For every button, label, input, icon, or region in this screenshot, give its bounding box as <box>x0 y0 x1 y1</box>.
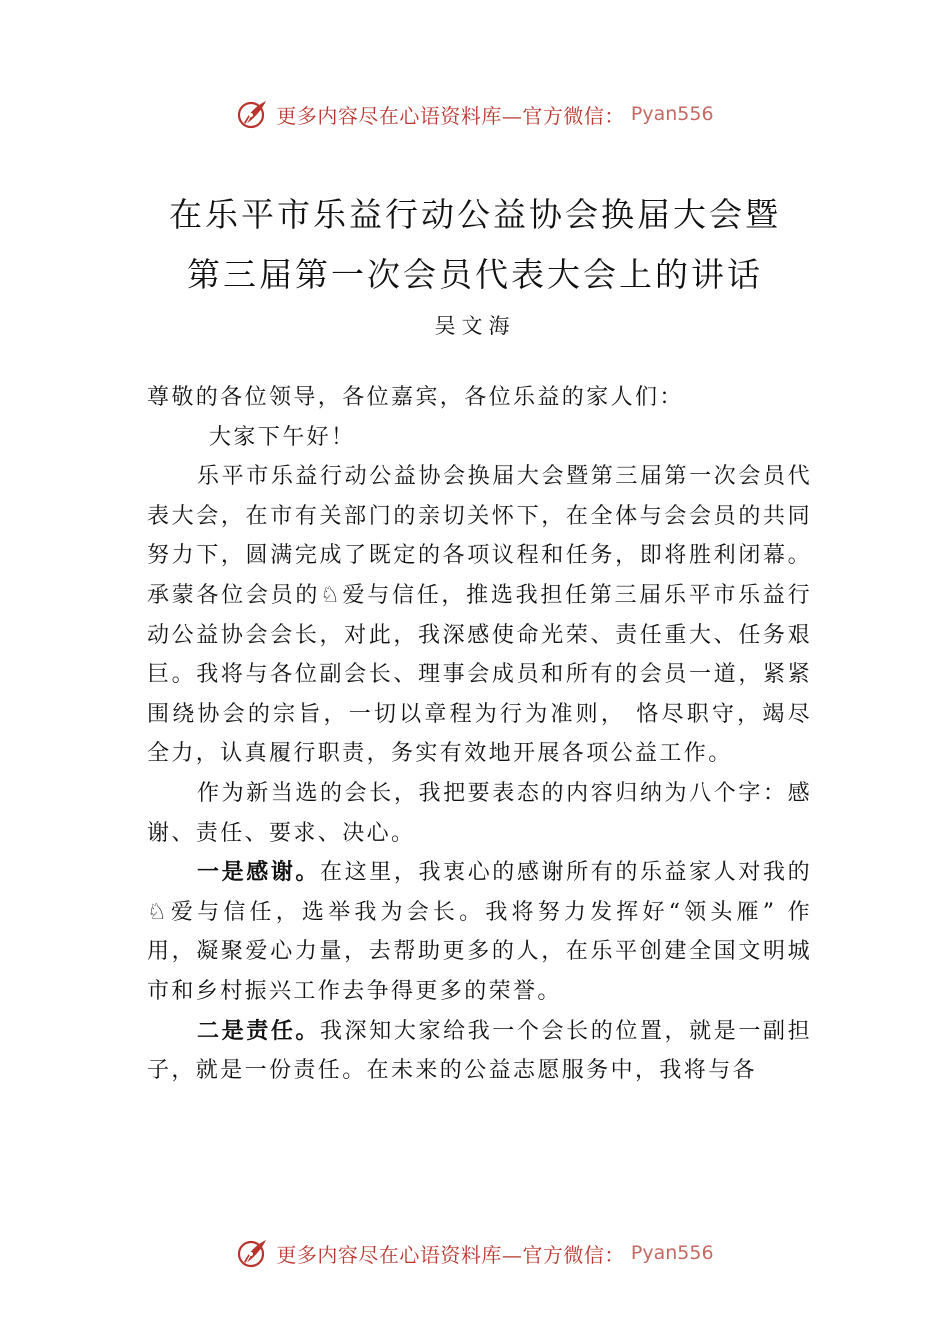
document-body <box>147 378 812 1091</box>
watermark-text: 更多内容尽在心语资料库—官方微信： <box>276 1242 625 1267</box>
section-2-lead: 二是责任。 <box>197 1017 321 1044</box>
footer-watermark <box>0 1233 950 1273</box>
document-title-line2: 第三届第一次会员代表大会上的讲话 <box>187 255 763 294</box>
paragraph-2: 作为新当选的会长，我把要表态的内容归纳为八个字：感谢、责任、要求、决心。 <box>147 780 812 846</box>
paragraph-1: 乐平市乐益行动公益协会换届大会暨第三届第一次会员代表大会，在市有关部门的亲切关怀下，在全体与会会员的共同努力下，圆满完成了既定的各项议程和任务，即将胜利闭幕。承蒙各位会员的♘爱与信任，推选我担任第三届乐平市乐益行动公益协会会长，对此，我深感使命光荣、责任重大、任务艰巨。我将与各位副会长、理事会成员和所有的会员一道，紧紧围绕协会的宗旨，一切以章程为行为准则， 恪尽职守，竭尽全力，认真履行职责，务实有效地开展各项公益工作。 <box>147 464 812 767</box>
watermark-wechat-id: Pyan556 <box>630 103 714 125</box>
header-watermark <box>0 94 950 134</box>
salutation: 尊敬的各位领导，各位嘉宾，各位乐益的家人们： <box>147 385 684 410</box>
document-title-line1: 在乐平市乐益行动公益协会换届大会暨 <box>169 195 781 234</box>
section-2-text: 我深知大家给我一个会长的位置，就是一副担子，就是一份责任。在未来的公益志愿服务中，我将与各 <box>147 1018 812 1084</box>
section-1-lead: 一是感谢。 <box>197 859 321 886</box>
quill-pen-logo-icon <box>236 97 270 131</box>
greeting: 大家下午好！ <box>209 424 356 450</box>
document-author: 吴文海 <box>434 314 516 338</box>
quill-pen-logo-icon <box>236 1236 270 1270</box>
watermark-text: 更多内容尽在心语资料库—官方微信： <box>276 103 625 128</box>
section-1 <box>147 853 812 1011</box>
section-1-text: 在这里，我衷心的感谢所有的乐益家人对我的♘爱与信任，选举我为会长。我将努力发挥好“领头雁” 作用，凝聚爱心力量，去帮助更多的人，在乐平创建全国文明城市和乡村振兴工作去争得更多的荣誉。 <box>147 860 812 1004</box>
watermark-wechat-id: Pyan556 <box>630 1242 714 1264</box>
section-2 <box>147 1012 812 1091</box>
